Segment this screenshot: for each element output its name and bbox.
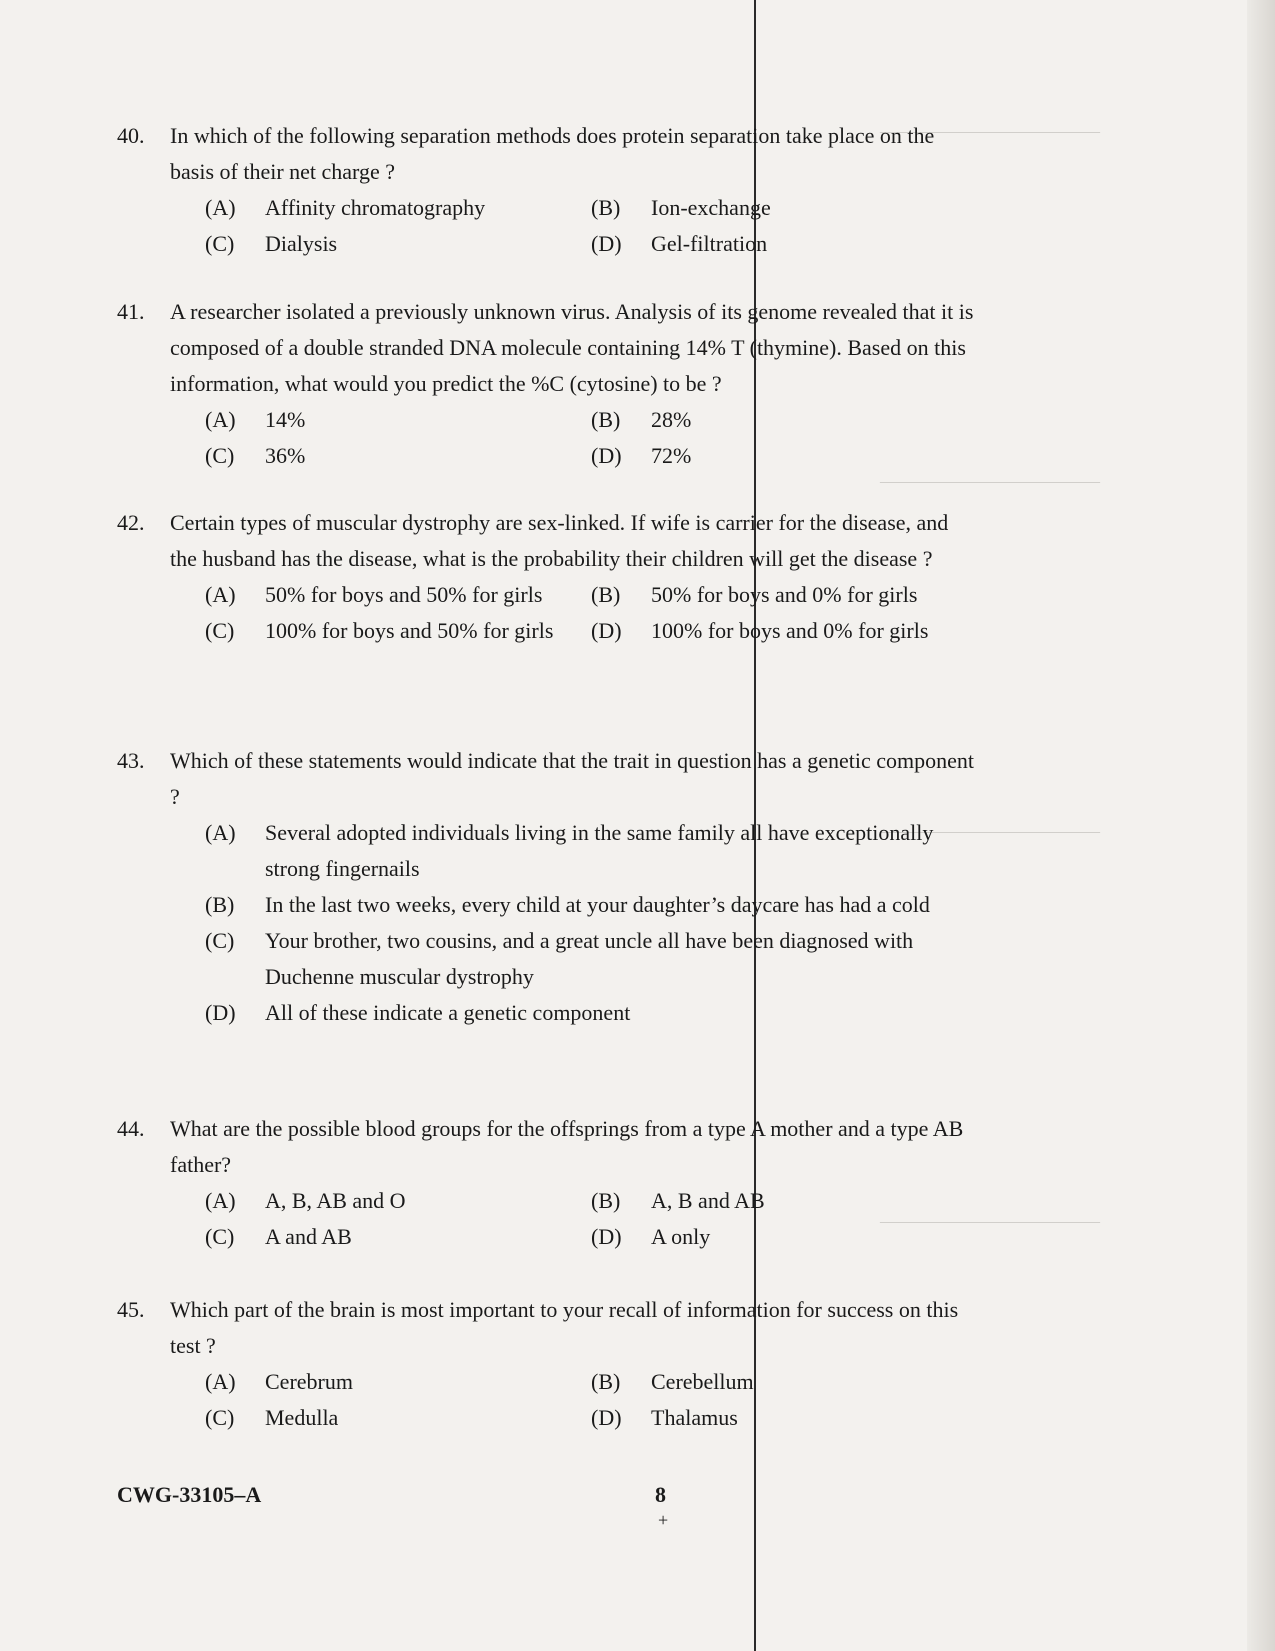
option-c: (C) Medulla <box>205 1405 339 1430</box>
options <box>205 1183 977 1255</box>
question-45 <box>117 1292 977 1436</box>
question-text: What are the possible blood groups for the offsprings from a type A mother and a type AB father? <box>170 1116 964 1177</box>
option-d: (D) 100% for boys and 0% for girls <box>591 618 929 643</box>
option-c: (C) Dialysis <box>205 231 338 256</box>
option-b: (B) In the last two weeks, every child at your daughter’s daycare has had a cold <box>205 892 930 917</box>
paper-code: CWG-33105–A <box>117 1482 262 1507</box>
question-text: Which part of the brain is most important to your recall of information for success on this test ? <box>170 1297 959 1358</box>
question-text: In which of the following separation methods does protein separation take place on the basis of their net charge ? <box>170 123 935 184</box>
question-41 <box>117 294 977 474</box>
question-number: 43. <box>117 748 145 773</box>
option-d: (D) Gel-filtration <box>591 231 768 256</box>
option-c: (C) 100% for boys and 50% for girls <box>205 618 554 643</box>
option-c: (C) Your brother, two cousins, and a great uncle all have been diagnosed with Duchenne muscular dystrophy <box>205 928 914 989</box>
question-text: A researcher isolated a previously unknown virus. Analysis of its genome revealed that it is composed of a double stranded DNA molecule containing 14% T (thymine). Based on this information, what would you predict the %C (cytosine) to be ? <box>170 299 974 396</box>
option-b: (B) Ion-exchange <box>591 195 771 220</box>
option-b: (B) 50% for boys and 0% for girls <box>591 582 918 607</box>
question-44 <box>117 1111 977 1255</box>
bleed-through: ——————————— <box>880 120 1100 142</box>
bleed-through: ——————————— <box>880 1210 1100 1232</box>
option-d: (D) Thalamus <box>591 1405 738 1430</box>
question-text: Certain types of muscular dystrophy are sex-linked. If wife is carrier for the disease, and the husband has the disease, what is the probability their children will get the disease ? <box>170 510 949 571</box>
options <box>205 815 977 1031</box>
option-d: (D) 72% <box>591 443 692 468</box>
options <box>205 402 977 474</box>
option-d: (D) A only <box>591 1224 711 1249</box>
question-number: 42. <box>117 510 145 535</box>
option-b: (B) A, B and AB <box>591 1188 765 1213</box>
question-40 <box>117 118 977 262</box>
option-a: (A) 14% <box>205 407 306 432</box>
bleed-through: ——————————— <box>880 820 1100 842</box>
option-b: (B) Cerebellum <box>591 1369 754 1394</box>
question-text: Which of these statements would indicate that the trait in question has a genetic component ? <box>170 748 974 809</box>
question-43 <box>117 743 977 1031</box>
page-edge <box>1247 0 1275 1651</box>
options <box>205 190 977 262</box>
option-c: (C) 36% <box>205 443 306 468</box>
option-a: (A) Cerebrum <box>205 1369 353 1394</box>
option-a: (A) A, B, AB and O <box>205 1188 406 1213</box>
options <box>205 577 977 649</box>
option-c: (C) A and AB <box>205 1224 352 1249</box>
bleed-through: ——————————— <box>880 470 1100 492</box>
question-number: 44. <box>117 1116 145 1141</box>
question-number: 40. <box>117 123 145 148</box>
page-number: 8 <box>655 1482 666 1507</box>
option-a: (A) Several adopted individuals living in the same family all have exceptionally strong fingernails <box>205 820 934 881</box>
options <box>205 1364 977 1436</box>
plus-mark: + <box>658 1510 669 1530</box>
option-a: (A) Affinity chromatography <box>205 195 486 220</box>
question-number: 41. <box>117 299 145 324</box>
question-42 <box>117 505 977 649</box>
option-d: (D) All of these indicate a genetic component <box>205 1000 631 1025</box>
question-number: 45. <box>117 1297 145 1322</box>
option-a: (A) 50% for boys and 50% for girls <box>205 582 543 607</box>
option-b: (B) 28% <box>591 407 692 432</box>
